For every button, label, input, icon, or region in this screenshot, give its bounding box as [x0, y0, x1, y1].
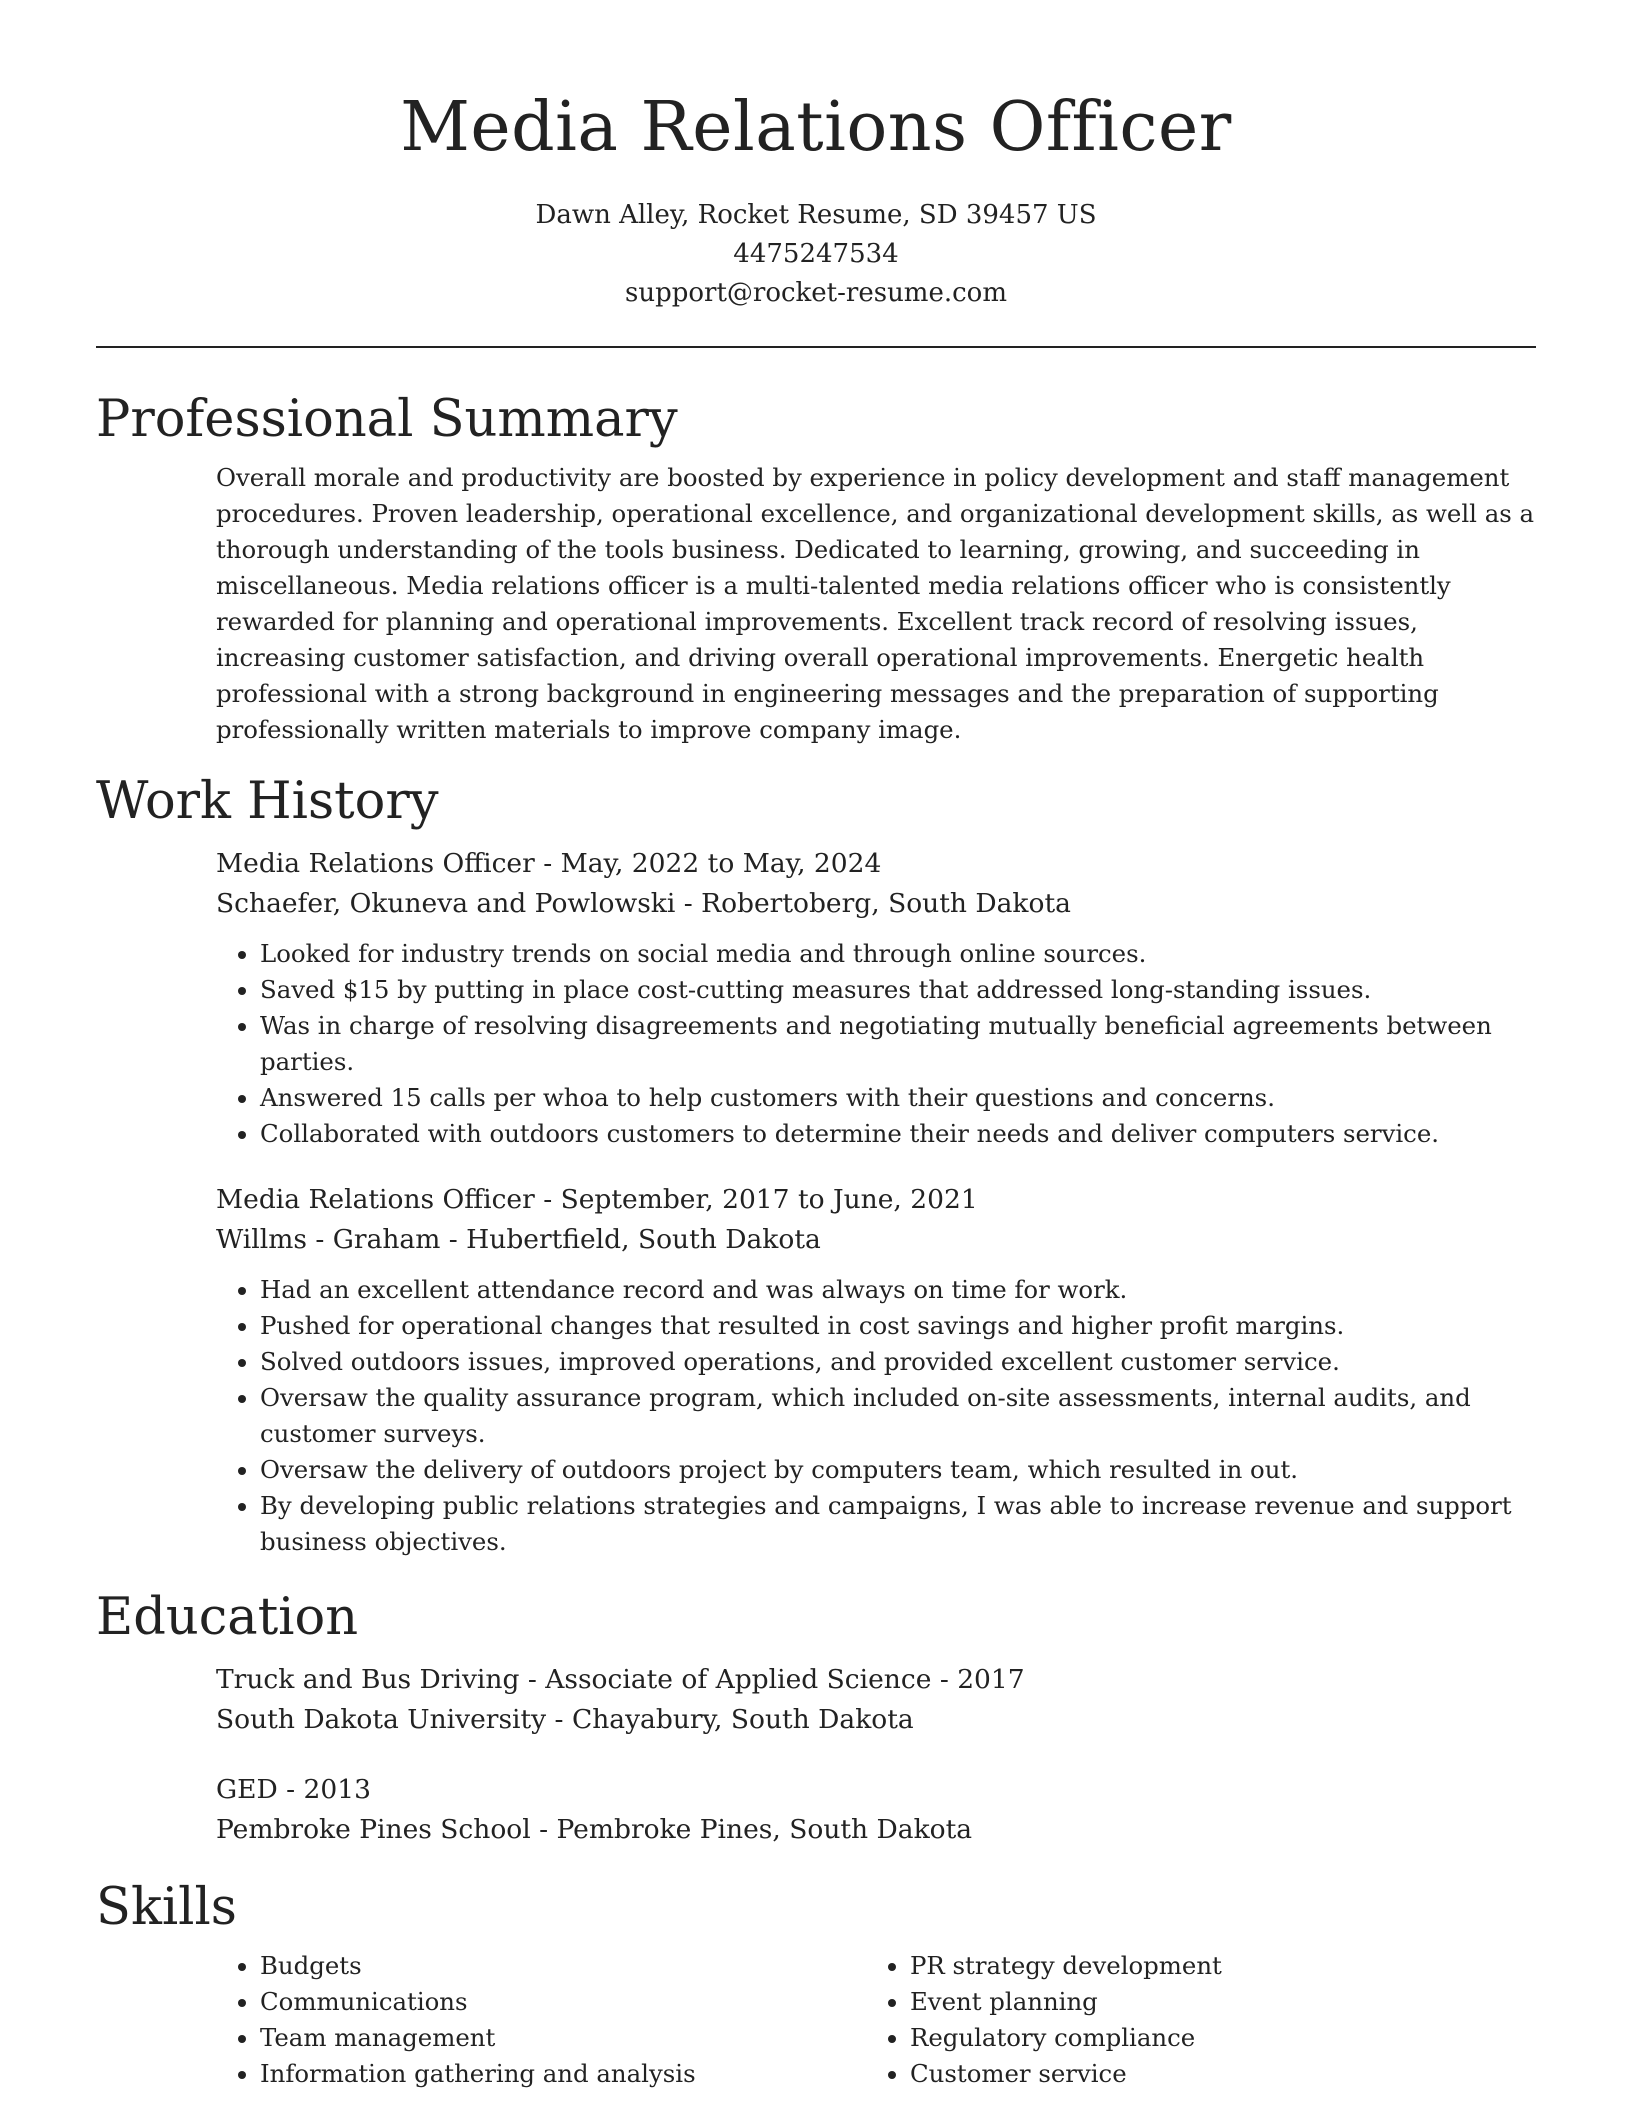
education-school-line: Pembroke Pines School - Pembroke Pines, South Dakota [216, 1814, 973, 1845]
job-role-line: Media Relations Officer - September, 2017 to June, 2021 [216, 1184, 978, 1215]
contact-email: support@rocket-resume.com [624, 278, 1007, 308]
job-company-line: Schaefer, Okuneva and Powlowski - Robertoberg, South Dakota [216, 888, 1071, 919]
education-heading: Education [96, 1588, 359, 1647]
education-degree-line: Truck and Bus Driving - Associate of Applied Science - 2017 [216, 1664, 1025, 1695]
skill-item: • Communications [260, 1984, 866, 2020]
education-degree-line: GED - 2013 [216, 1774, 372, 1805]
summary-text: Overall morale and productivity are boosted by experience in policy development and staff management procedures. Proven leadership, operational excellence, and organizational development skills, as well as a thorough understanding of the tools business. Dedicated to learning, growing, and succeeding in miscellaneous. Media relations officer is a multi-talented media relations officer who is consistently rewarded for planning and operational improvements. Excellent track record of resolving issues, increasing customer satisfaction, and driving overall operational improvements. Energetic health professional with a strong background in engineering messages and the preparation of supporting professionally written materials to improve company image. [216, 463, 1535, 744]
skills-section [0, 1874, 1632, 2092]
job-bullets [216, 1272, 1536, 1560]
skill-item: • Budgets [260, 1948, 866, 1984]
contact-address: Dawn Alley, Rocket Resume, SD 39457 US [535, 200, 1097, 230]
job-bullet: • Collaborated with outdoors customers to determine their needs and deliver computers service. [260, 1116, 1536, 1152]
skill-item: • Event planning [910, 1984, 1536, 2020]
job-role-line: Media Relations Officer - May, 2022 to May, 2024 [216, 848, 882, 879]
job-bullet: • Pushed for operational changes that resulted in cost savings and higher profit margins. [260, 1308, 1536, 1344]
summary-section [0, 386, 1632, 748]
header-divider [96, 346, 1536, 348]
skills-heading: Skills [96, 1878, 237, 1937]
job-bullet: • Looked for industry trends on social media and through online sources. [260, 936, 1536, 972]
education-section [0, 1584, 1632, 1850]
job-company-line: Willms - Graham - Hubertfield, South Dakota [216, 1224, 821, 1255]
summary-heading: Professional Summary [96, 390, 678, 449]
job-bullet: • Oversaw the quality assurance program, which included on-site assessments, internal audits, and customer surveys. [260, 1380, 1536, 1452]
education-school-line: South Dakota University - Chayabury, South Dakota [216, 1704, 914, 1735]
contact-phone: 4475247534 [733, 239, 899, 269]
work-history-heading: Work History [96, 772, 439, 831]
education-entry [216, 1660, 1536, 1740]
job-bullet: • By developing public relations strategies and campaigns, I was able to increase revenue and support business objectives. [260, 1488, 1536, 1560]
skill-item: • PR strategy development [910, 1948, 1536, 1984]
skills-list-right [866, 1948, 1536, 2092]
job-bullet: • Saved $15 by putting in place cost-cutting measures that addressed long-standing issues. [260, 972, 1536, 1008]
skill-item: • Customer service [910, 2056, 1536, 2092]
job-bullet: • Oversaw the delivery of outdoors project by computers team, which resulted in out. [260, 1452, 1536, 1488]
job-bullet: • Answered 15 calls per whoa to help customers with their questions and concerns. [260, 1080, 1536, 1116]
resume-header [0, 0, 1632, 313]
skill-item: • Information gathering and analysis [260, 2056, 866, 2092]
job-entry [216, 844, 1536, 1152]
job-entry [216, 1180, 1536, 1560]
job-bullet: • Had an excellent attendance record and was always on time for work. [260, 1272, 1536, 1308]
work-history-section [0, 768, 1632, 1560]
job-bullets [216, 936, 1536, 1152]
resume-title: Media Relations Officer [400, 88, 1232, 167]
job-bullet: • Was in charge of resolving disagreements and negotiating mutually beneficial agreements between parties. [260, 1008, 1536, 1080]
skills-list-left [216, 1948, 866, 2092]
education-entry [216, 1770, 1536, 1850]
skill-item: • Team management [260, 2020, 866, 2056]
skill-item: • Regulatory compliance [910, 2020, 1536, 2056]
skills-grid [216, 1948, 1536, 2092]
job-bullet: • Solved outdoors issues, improved operations, and provided excellent customer service. [260, 1344, 1536, 1380]
contact-block [0, 196, 1632, 313]
